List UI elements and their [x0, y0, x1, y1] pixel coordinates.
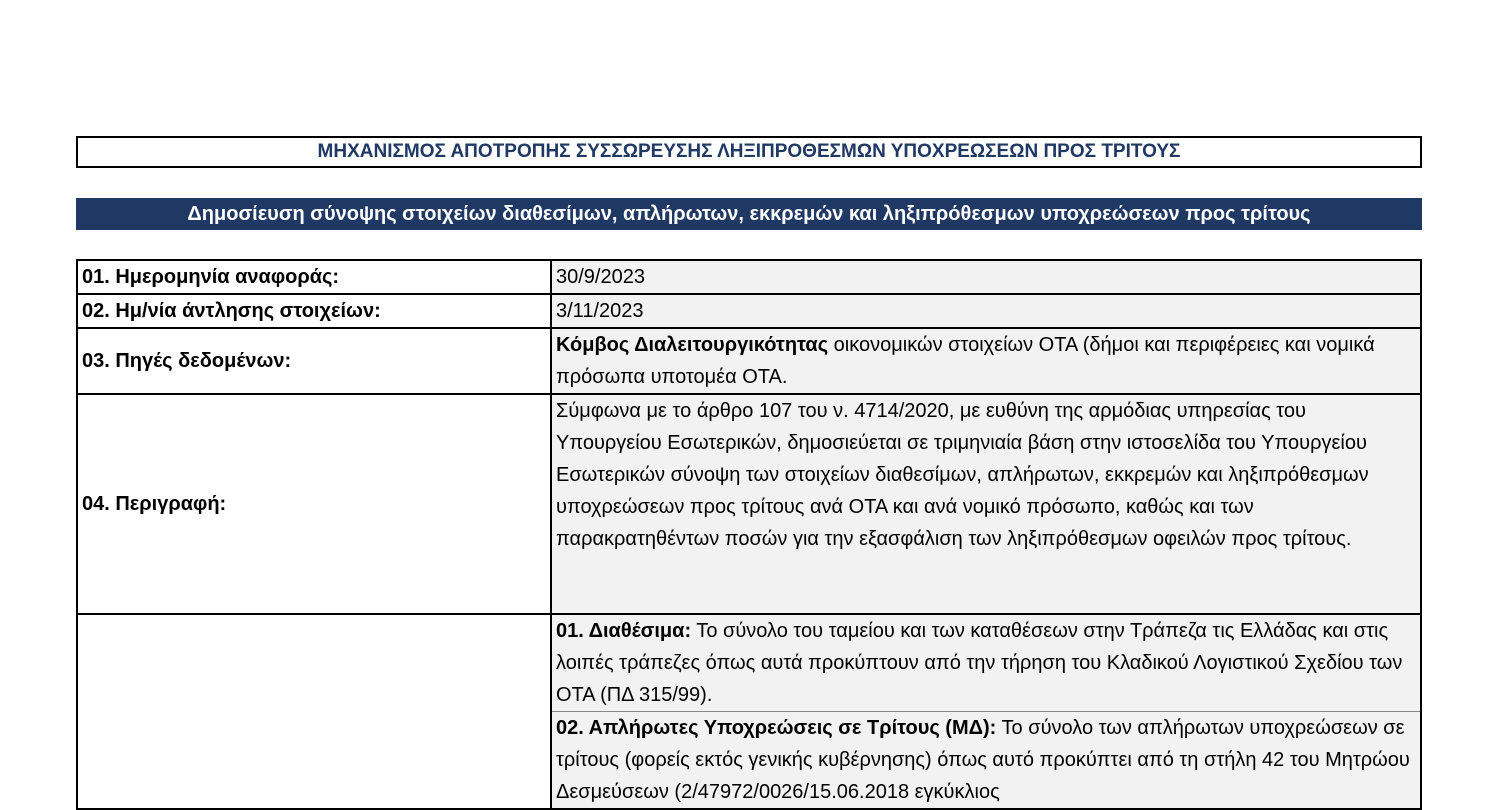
row-data-sources	[77, 328, 1421, 394]
data-sources-value-bold: Κόμβος Διαλειτουργικότητας	[556, 334, 829, 356]
reference-date-value: 30/9/2023	[551, 260, 1421, 294]
row-extraction-date	[77, 294, 1421, 328]
document-title-text: ΜΗΧΑΝΙΣΜΟΣ ΑΠΟΤΡΟΠΗΣ ΣΥΣΣΩΡΕΥΣΗΣ ΛΗΞΙΠΡΟΘΕΣΜΩΝ ΥΠΟΧΡΕΩΣΕΩΝ ΠΡΟΣ ΤΡΙΤΟΥΣ	[317, 141, 1181, 162]
row-reference-date	[77, 260, 1421, 294]
document-title	[76, 136, 1422, 168]
definition-item	[552, 712, 1420, 808]
section-banner-text: Δημοσίευση σύνοψης στοιχείων διαθεσίμων, απλήρωτων, εκκρεμών και ληξιπρόθεσμων υποχρεώσεων προς τρίτους	[187, 202, 1311, 225]
definitions-value	[551, 614, 1421, 809]
info-table	[76, 259, 1422, 810]
data-sources-label: 03. Πηγές δεδομένων:	[77, 328, 551, 394]
description-label: 04. Περιγραφή:	[77, 394, 551, 614]
definition-item-text: Το σύνολο των απλήρωτων υποχρεώσεων σε τρίτους (φορείς εκτός γενικής κυβέρνησης) όπως αυτό προκύπτει από τη στήλη 42 του Μητρώου Δεσμεύσεων (2/47972/0026/15.06.2018 εγκύκλιος	[556, 717, 1410, 803]
definitions-label	[77, 614, 551, 809]
data-sources-value	[551, 328, 1421, 394]
extraction-date-label: 02. Ημ/νία άντλησης στοιχείων:	[77, 294, 551, 328]
description-text: Σύμφωνα με το άρθρο 107 του ν. 4714/2020, με ευθύνη της αρμόδιας υπηρεσίας του Υπουργείου Εσωτερικών, δημοσιεύεται σε τριμηνιαία βάση στην ιστοσελίδα του Υπουργείου Εσωτερικών σύνοψη των στοιχείων διαθεσίμων, απλήρωτων, εκκρεμών και ληξιπρόθεσμων υποχρεώσεων προς τρίτους ανά ΟΤΑ και ανά νομικό πρόσωπο, καθώς και των παρακρατηθέντων ποσών για την εξασφάλιση των ληξιπρόθεσμων οφειλών προς τρίτους.	[556, 400, 1369, 550]
definition-item-title: 02. Απλήρωτες Υποχρεώσεις σε Τρίτους (ΜΔ):	[556, 717, 997, 739]
row-description	[77, 394, 1421, 614]
definition-item-title: 01. Διαθέσιμα:	[556, 620, 692, 642]
section-banner	[76, 198, 1422, 230]
reference-date-label: 01. Ημερομηνία αναφοράς:	[77, 260, 551, 294]
row-definitions	[77, 614, 1421, 809]
extraction-date-value: 3/11/2023	[551, 294, 1421, 328]
definition-item-text: Το σύνολο του ταμείου και των καταθέσεων στην Τράπεζα τις Ελλάδας και στις λοιπές τράπεζες όπως αυτά προκύπτουν από την τήρηση του Κλαδικού Λογιστικού Σχεδίου των ΟΤΑ (ΠΔ 315/99).	[556, 620, 1403, 706]
data-sources-value-rest: οικονομικών στοιχείων ΟΤΑ (δήμοι και περιφέρειες και νομικά πρόσωπα υποτομέα ΟΤΑ.	[556, 334, 1375, 388]
definition-item	[552, 615, 1420, 712]
description-value	[551, 394, 1421, 614]
